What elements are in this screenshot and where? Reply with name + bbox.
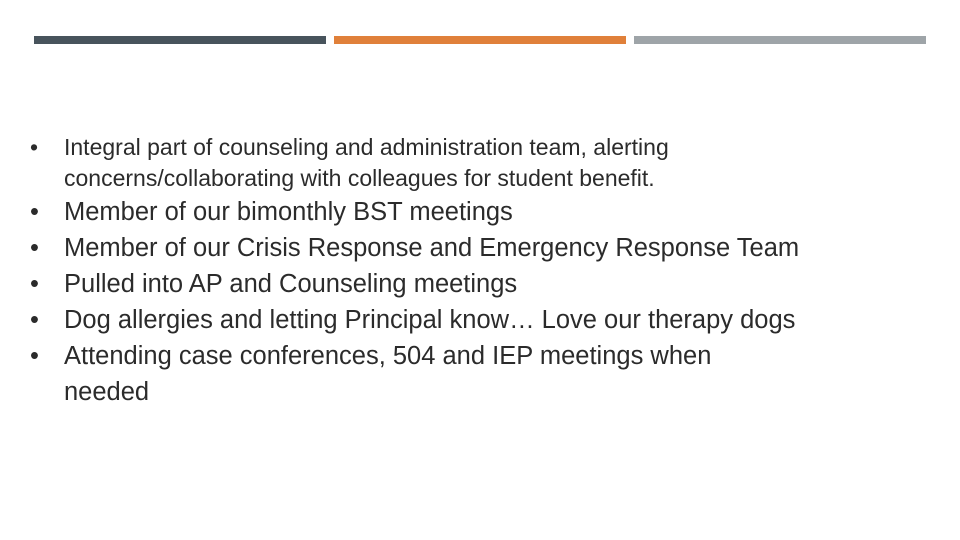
list-item	[30, 194, 890, 230]
bullet-icon: •	[30, 234, 39, 262]
list-item	[30, 230, 890, 266]
bullet-icon: •	[30, 270, 39, 298]
bullet-text: Member of our bimonthly BST meetings	[64, 198, 513, 226]
bullet-icon: •	[30, 306, 39, 334]
bullet-text: Dog allergies and letting Principal know… Love our therapy dogs	[64, 306, 796, 334]
bullet-text: Pulled into AP and Counseling meetings	[64, 270, 518, 298]
bullet-text: Attending case conferences, 504 and IEP meetings when needed	[64, 342, 712, 406]
bullet-list	[30, 132, 890, 410]
bullet-icon: •	[30, 134, 39, 160]
bullet-icon: •	[30, 342, 39, 370]
bullet-icon: •	[30, 198, 39, 226]
list-item	[30, 302, 890, 338]
accent-bar-gray	[634, 36, 926, 44]
list-item	[30, 338, 890, 410]
bullet-text: Integral part of counseling and administration team, alerting concerns/collaborating with colleagues for student benefit.	[64, 134, 669, 191]
bullet-text: Member of our Crisis Response and Emergency Response Team	[64, 234, 800, 262]
accent-bar-orange	[334, 36, 626, 44]
list-item	[30, 132, 890, 194]
accent-bars	[34, 36, 926, 44]
accent-bar-dark	[34, 36, 326, 44]
list-item	[30, 266, 890, 302]
